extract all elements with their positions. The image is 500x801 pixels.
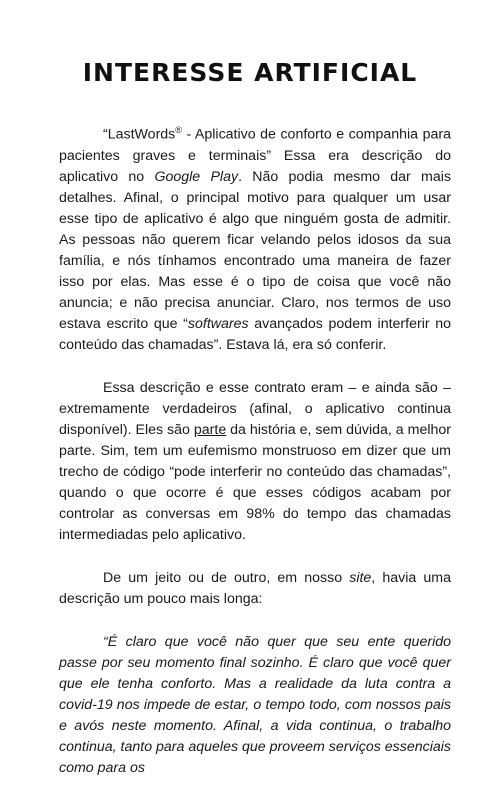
p3-text-c: , havia uma descrição um pouco mais longa: [59,569,451,607]
registered-mark: ® [175,125,182,135]
p2-text-c: da história e, sem dúvida, a melhor parte. Sim, tem um eufemismo monstruoso em dizer que um trecho de código “pode interferir no conteúdo das chamadas”, quando o que ocorre é que esses códigos acabam por controlar as conversas em 98% do tempo das chamadas intermediadas pelo aplicativo. [59,421,452,543]
p1-text-d: . Não podia mesmo dar mais detalhes. Afinal, o principal motivo para qualquer um usar esse tipo de aplicativo é algo que ninguém gosta de admitir. As pessoas não querem ficar velando pelos idosos da sua família, e nós tínhamos encontrado uma maneira de fazer isso por elas. Mas esse é o tipo de coisa que você não anuncia; e não precisa anunciar. Claro, nos termos de uso estava escrito que “ [59,168,451,332]
paragraph-3 [59,568,451,610]
chapter-body [59,120,451,801]
p1-text-e: softwares [187,315,249,332]
p1-text-c: Google Play [154,168,239,185]
paragraph-2 [59,378,451,546]
p2-underlined-word: parte [193,421,227,438]
chapter-title: INTERESSE ARTIFICIAL [82,58,418,87]
p1-text-f: avançados podem interferir no conteúdo das chamadas”. Estava lá, era só conferir. [59,315,451,353]
p3-text-b: site [349,569,372,586]
p1-text-b: - Aplicativo de conforto e companhia para pacientes graves e terminais” Essa era descrição do aplicativo no [59,126,451,185]
p3-text-a: De um jeito ou de outro, em nosso [103,569,350,586]
paragraph-1 [59,120,451,356]
p2-text-a: Essa descrição e esse contrato eram – e ainda são – extremamente verdadeiros (afinal, o aplicativo continua disponível). Eles são [59,379,451,438]
paragraph-4-quote: “É claro que você não quer que seu ente querido passe por seu momento final sozinho. É claro que você quer que ele tenha conforto. Mas a realidade da luta contra a covid-19 nos impede de estar, o tempo todo, com nossos pais e avós neste momento. Afinal, a vida continua, o trabalho continua, tanto para aqueles que proveem serviços essenciais como para os [59,633,451,776]
p1-text-a: “LastWords [103,126,176,143]
